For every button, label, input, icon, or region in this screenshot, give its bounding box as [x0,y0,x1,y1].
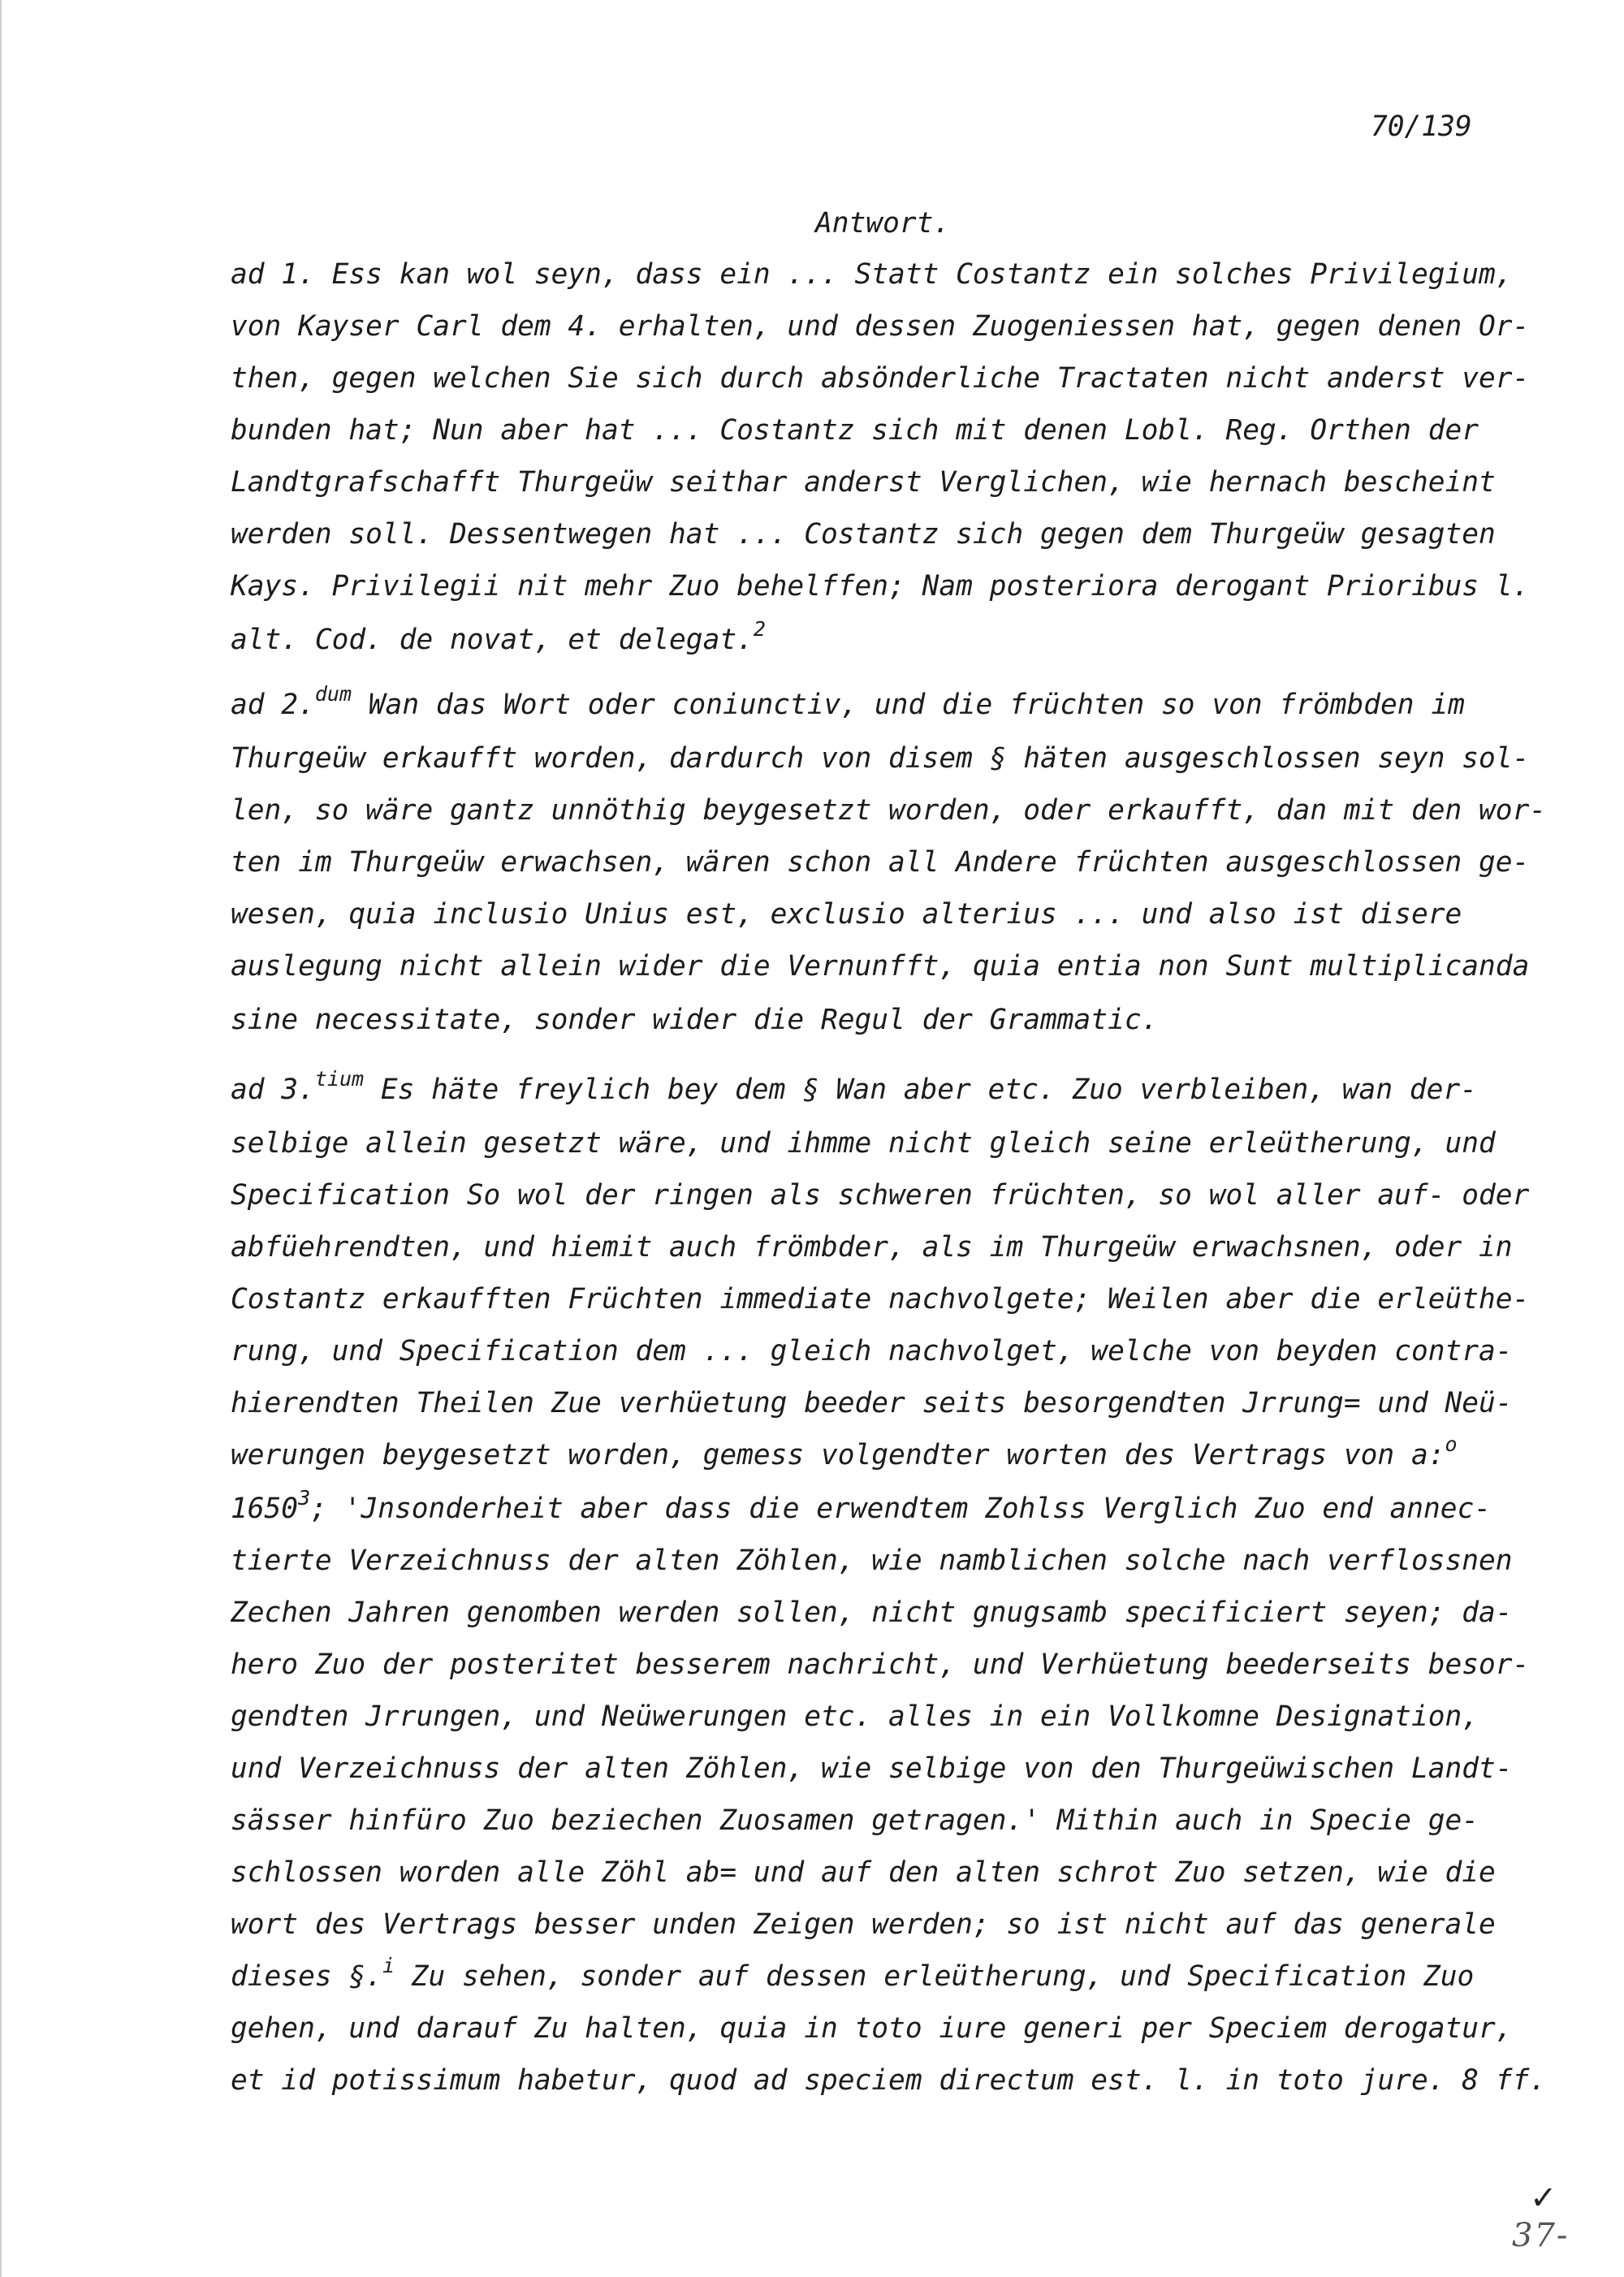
text-line [231,1004,1158,1036]
text-line [231,1648,1529,1681]
text-line-content: wesen, quia inclusio Unius est, exclusio alterius ... und also ist disere [231,898,1462,931]
text-line [231,1283,1529,1316]
text-line-content: schlossen worden alle Zöhl ab= und auf den alten schrot Zuo setzen, wie die [231,1856,1496,1889]
page-number: 70/139 [1371,110,1472,143]
footnote-marker: tium [314,1066,365,1091]
text-line-content: Kays. Privilegii nit mehr Zuo behelffen; Nam posteriora derogant Prioribus l. [231,570,1530,603]
footnote-marker: o [1445,1432,1458,1456]
text-line-continuation: Es häte freylich bey dem § Wan aber etc. Zuo verbleiben, wan der- [364,1074,1477,1106]
text-line [231,1856,1496,1889]
text-line [231,1804,1479,1837]
text-line-content: Landtgrafschafft Thurgeüw seithar anderst Verglichen, wie hernach bescheint [231,466,1496,499]
text-line-continuation: Zu sehen, sonder auf dessen erleütherung, und Specification Zuo [395,1960,1475,1993]
text-line-content: Specification So wol der ringen als schweren früchten, so wol aller auf- oder [231,1179,1530,1212]
text-line [231,1432,1458,1471]
text-line-content: et id potissimum habetur, quod ad speciem directum est. l. in toto jure. 8 ff. [231,2064,1547,2097]
text-line-content: selbige allein gesetzt wäre, und ihmme nicht gleich seine erleütherung, und [231,1127,1496,1160]
text-line-content: then, gegen welchen Sie sich durch absönderliche Tractaten nicht anderst ver- [231,362,1530,395]
text-line [231,1127,1496,1160]
text-line-content: gendten Jrrungen, und Neüwerungen etc. alles in ein Vollkomne Designation, [231,1700,1479,1733]
text-line-continuation: Wan das Wort oder coniunctiv, und die früchten so von frömbden im [352,689,1465,721]
text-line [231,742,1529,775]
text-line [231,681,1465,721]
text-line-content: auslegung nicht allein wider die Vernunfft, quia entia non Sunt multiplicanda [231,950,1530,983]
text-line [231,2064,1546,2097]
text-line [231,898,1462,931]
text-line [231,310,1529,343]
text-line-content: wort des Vertrags besser unden Zeigen werden; so ist nicht auf das generale [231,1908,1496,1941]
text-line-content: ten im Thurgeüw erwachsen, wären schon all Andere früchten ausgeschlossen ge- [231,846,1530,879]
footnote-marker: i [382,1953,395,1977]
text-line-content: hierendten Theilen Zue verhüetung beeder seits besorgendten Jrrung= und Neü- [231,1387,1513,1419]
document-heading: Antwort. [815,207,951,240]
footnote-marker: 3 [298,1485,311,1510]
text-line-content: Costantz erkaufften Früchten immediate nachvolgete; Weilen aber die erleüthe- [231,1283,1530,1316]
text-line-content: len, so wäre gantz unnöthig beygesetzt worden, oder erkaufft, dan mit den wor- [231,794,1547,827]
text-line [231,1545,1513,1577]
footnote-marker: 2 [753,616,766,641]
text-line [231,1953,1475,1993]
text-line-content: bunden hat; Nun aber hat ... Costantz sich mit denen Lobl. Reg. Orthen der [231,414,1479,447]
text-line-content: sässer hinfüro Zuo beziechen Zuosamen getragen.' Mithin auch in Specie ge- [231,1804,1479,1837]
text-line [231,846,1529,879]
text-line [231,518,1496,551]
text-line [231,794,1546,827]
text-line-content: gehen, und darauf Zu halten, quia in toto iure generi per Speciem derogatur, [231,2012,1513,2045]
text-line-content: Zechen Jahren genomben werden sollen, nicht gnugsamb specificiert seyen; da- [231,1596,1513,1629]
text-line-content: Thurgeüw erkaufft worden, dardurch von disem § häten ausgeschlossen seyn sol- [231,742,1530,775]
text-line [231,466,1496,499]
text-line [231,1387,1513,1419]
text-line-content: alt. Cod. de novat, et delegat. [231,624,754,656]
text-line [231,616,766,656]
text-line [231,258,1513,291]
text-line-content: sine necessitate, sonder wider die Regul der Grammatic. [231,1004,1159,1036]
text-line [231,414,1479,447]
text-line [231,1908,1496,1941]
text-line-content: werden soll. Dessentwegen hat ... Costantz sich gegen dem Thurgeüw gesagten [231,518,1496,551]
text-line-content: tierte Verzeichnuss der alten Zöhlen, wie namblichen solche nach verflossnen [231,1545,1513,1577]
text-line [231,1231,1513,1264]
text-line [231,1700,1479,1733]
text-line [231,362,1529,395]
text-line [231,1752,1513,1785]
archive-mark: 37- [1512,2217,1570,2254]
text-line-continuation: ; 'Jnsonderheit aber dass die erwendtem Zohlss Verglich Zuo end annec- [310,1493,1492,1525]
text-line-content: ad 2. [231,689,315,721]
text-line-content: von Kayser Carl dem 4. erhalten, und dessen Zuogeniessen hat, gegen denen Or- [231,310,1530,343]
text-line [231,1179,1529,1212]
text-line-content: und Verzeichnuss der alten Zöhlen, wie selbige von den Thurgeüwischen Landt- [231,1752,1513,1785]
text-line [231,1596,1513,1629]
footnote-marker: dum [314,681,352,706]
text-line-content: hero Zuo der posteritet besserem nachricht, und Verhüetung beederseits besor- [231,1648,1530,1681]
text-line [231,570,1529,603]
text-line [231,950,1529,983]
text-line-content: ad 1. Ess kan wol seyn, dass ein ... Statt Costantz ein solches Privilegium, [231,258,1513,291]
text-line-content: dieses §. [231,1960,382,1993]
text-line [231,2012,1513,2045]
text-line-content: rung, und Specification dem ... gleich nachvolget, welche von beyden contra- [231,1335,1513,1367]
checkmark-icon: ✓ [1530,2180,1557,2217]
text-line [231,1066,1477,1106]
text-line-content: ad 3. [231,1074,315,1106]
text-line [231,1335,1513,1367]
text-line-content: abfüehrendten, und hiemit auch frömbder, als im Thurgeüw erwachsnen, oder in [231,1231,1513,1264]
text-line-content: 1650 [231,1493,299,1525]
text-line-content: werungen beygesetzt worden, gemess volgendter worten des Vertrags von a: [231,1439,1445,1471]
text-line [231,1485,1492,1525]
